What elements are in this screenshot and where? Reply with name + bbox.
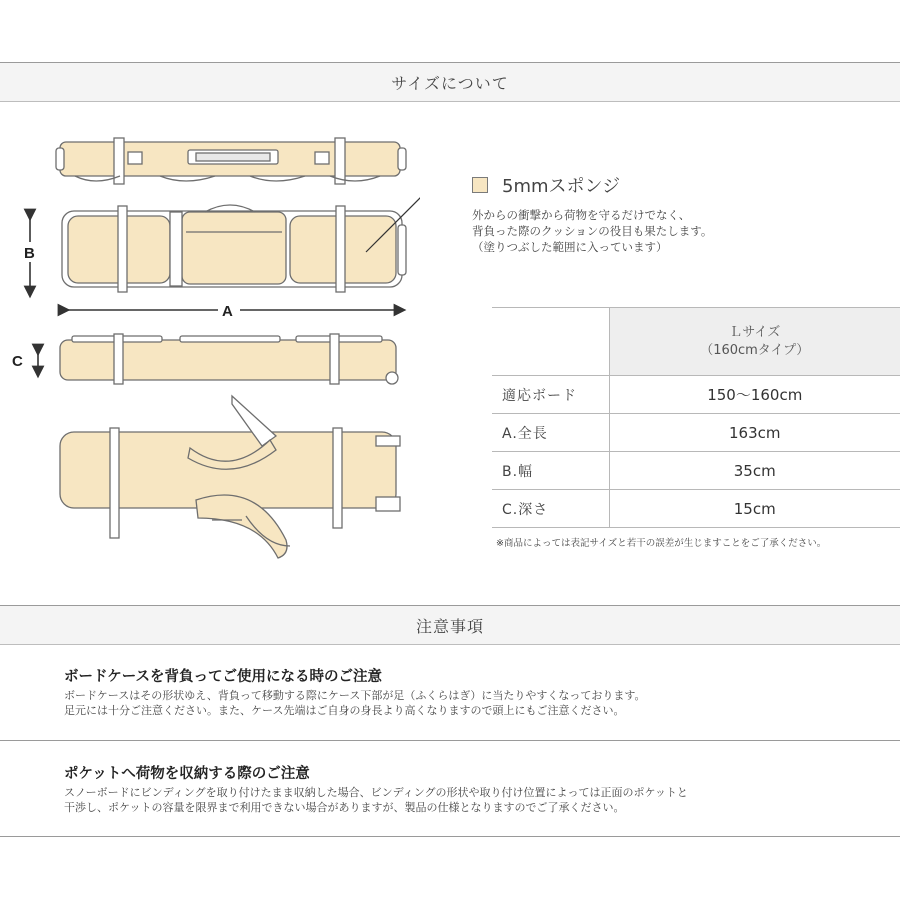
- size-section-header: [0, 62, 900, 102]
- spec-disclaimer: ※商品によっては表記サイズと若干の誤差が生じますことをご了承ください。: [496, 538, 827, 549]
- note-line: ボードケースはその形状ゆえ、背負って移動する際にケース下部が足（ふくらはぎ）に当たりやすくなっております。: [64, 689, 646, 702]
- note-title: ボードケースを背負ってご使用になる時のご注意: [64, 669, 382, 685]
- spec-value: 15cm: [609, 490, 900, 528]
- sponge-title: 5mmスポンジ: [502, 176, 621, 197]
- spec-value: 35cm: [609, 452, 900, 490]
- note-line: 干渉し、ポケットの容量を限界まで利用できない場合がありますが、製品の仕様となりますのでご了承ください。: [64, 801, 625, 814]
- table-row: [492, 376, 900, 414]
- sponge-desc-line: （塗りつぶした範囲に入っています）: [472, 240, 668, 254]
- spec-value: 150〜160cm: [609, 376, 900, 414]
- table-row: [492, 414, 900, 452]
- size-section-title: サイズについて: [391, 73, 509, 93]
- note-pocket: [64, 762, 688, 815]
- board-case-diagram: [0, 120, 420, 590]
- spec-label: 適応ボード: [492, 376, 609, 414]
- sponge-legend: [472, 172, 620, 198]
- note-title: ポケットへ荷物を収納する際のご注意: [64, 766, 310, 782]
- size-spec-table: [492, 307, 900, 528]
- case-side-view: [60, 334, 398, 384]
- spec-header-row: [492, 308, 900, 376]
- sponge-swatch: [472, 177, 488, 193]
- table-row: [492, 490, 900, 528]
- spec-header-size: Ｌサイズ: [729, 324, 781, 340]
- notes-section-header: [0, 605, 900, 645]
- note-line: スノーボードにビンディングを取り付けたまま収納した場合、ビンディングの形状や取り付け位置によっては正面のポケットと: [64, 786, 688, 799]
- spec-value: 163cm: [609, 414, 900, 452]
- table-row: [492, 452, 900, 490]
- spec-label: C.深さ: [492, 490, 609, 528]
- note-line: 足元には十分ご注意ください。また、ケース先端はご自身の身長より高くなりますので頭上にもご注意ください。: [64, 704, 625, 717]
- spec-header-cell: [609, 308, 900, 376]
- case-top-view: [56, 138, 406, 184]
- sponge-description: [472, 207, 712, 255]
- case-back-view: [60, 396, 400, 558]
- spec-label: A.全長: [492, 414, 609, 452]
- spec-header-type: （160cmタイプ）: [700, 342, 810, 358]
- note-backpack: [64, 665, 645, 718]
- dim-label-a: A: [222, 303, 233, 320]
- notes-section-title: 注意事項: [415, 616, 484, 636]
- dim-label-c: C: [12, 353, 23, 370]
- dim-label-b: B: [24, 245, 35, 262]
- divider: [0, 740, 900, 741]
- case-front-view: [62, 205, 406, 292]
- divider: [0, 836, 900, 837]
- sponge-desc-line: 背負った際のクッションの役目も果たします。: [472, 224, 713, 238]
- sponge-desc-line: 外からの衝撃から荷物を守るだけでなく、: [472, 208, 691, 222]
- spec-label: B.幅: [492, 452, 609, 490]
